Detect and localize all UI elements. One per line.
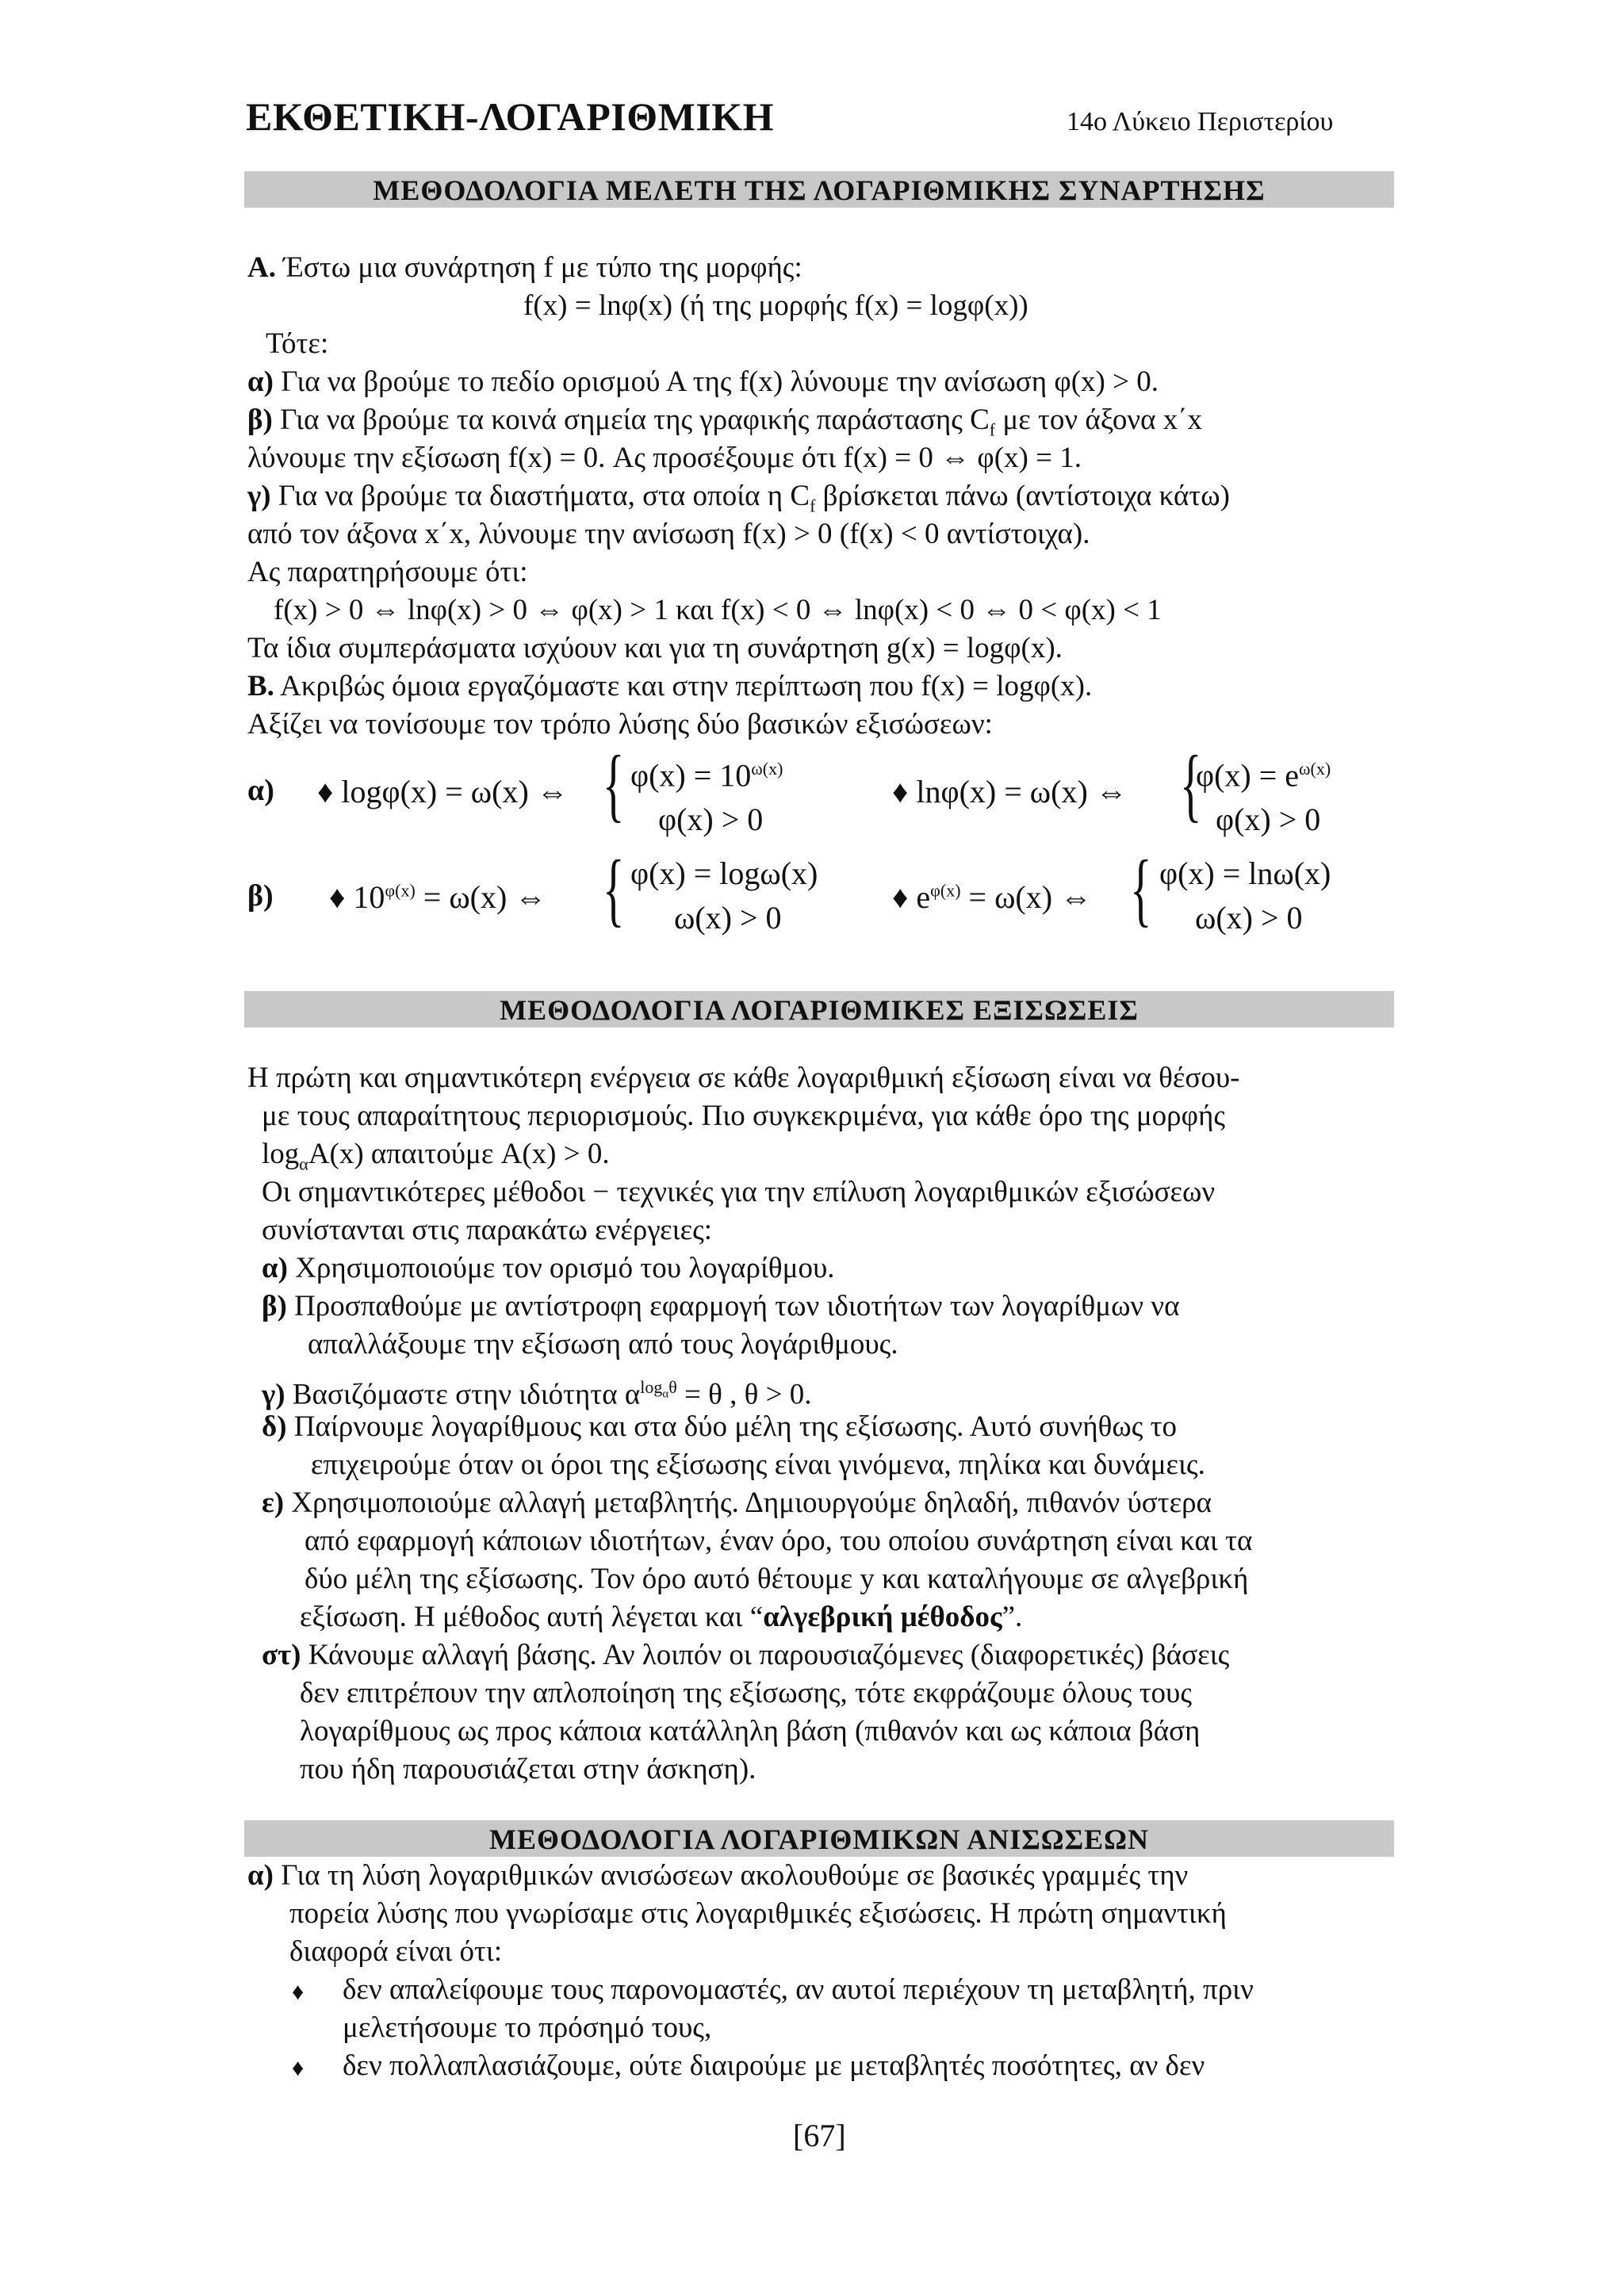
sec1-observe: Ας παρατηρήσουμε ότι: (247, 556, 528, 588)
sec1-a-line1: Α. Έστω μια συνάρτηση f με τύπο της μορφής: (247, 251, 802, 284)
sec2-item-e-line1: ε) Χρησιμοποιούμε αλλαγή μεταβλητής. Δημιουργούμε δηλαδή, πιθανόν ύστερα (262, 1487, 1212, 1519)
sec1-beta-line1: β) Για να βρούμε τα κοινά σημεία της γραφικής παράστασης $C_f$ με τον άξονα x΄x (247, 404, 1203, 440)
sec1-alpha: α) Για να βρούμε το πεδίο ορισμού Α της f(x) λύνουμε την ανίσωση φ(x) > 0. (247, 365, 1159, 398)
sec3-a-line3: διαφορά είναι ότι: (289, 1935, 503, 1968)
eq3-system: φ(x) = logω(x) ω(x) > 0 (630, 855, 818, 936)
eq-alpha-label: α) (247, 774, 274, 807)
sec1-inequalities: f(x) > 0 ⇔ lnφ(x) > 0 ⇔ φ(x) > 1 και f(x) < 0 ⇔ lnφ(x) < 0 ⇔ 0 < φ(x) < 1 (274, 594, 1162, 626)
sec3-bullet2-line1: δεν πολλαπλασιάζουμε, ούτε διαιρούμε με μεταβλητές ποσότητες, αν δεν (343, 2049, 1205, 2082)
sec1-worth: Αξίζει να τονίσουμε τον τρόπο λύσης δύο βασικών εξισώσεων: (247, 708, 993, 740)
sec3-a-line1: α) Για τη λύση λογαριθμικών ανισώσεων ακολουθούμε σε βασικές γραμμές την (247, 1859, 1189, 1892)
sec2-p2-line2: συνίστανται στις παρακάτω ενέργειες: (262, 1214, 713, 1246)
sec2-item-st-line2: δεν επιτρέπουν την απλοποίηση της εξίσωσης, τότε εκφράζουμε όλους τους (300, 1677, 1193, 1709)
eq1-brace: { (603, 739, 625, 830)
sec2-p2-line1: Οι σημαντικότερες μέθοδοι − τεχνικές για την επίλυση λογαριθμικών εξισώσεων (262, 1176, 1216, 1208)
sec2-item-st-line1: στ) Κάνουμε αλλαγή βάσης. Αν λοιπόν οι παρουσιαζόμενες (διαφορετικές) βάσεις (262, 1639, 1230, 1671)
school-name: 14ο Λύκειο Περιστερίου (1067, 107, 1334, 136)
sec1-gamma-line1: γ) Για να βρούμε τα διαστήματα, στα οποία η $C_f$ βρίσκεται πάνω (αντίστοιχα κάτω) (247, 480, 1230, 516)
sec2-p1-line3: $\log_\alpha A(x)$ απαιτούμε A(x) > 0. (262, 1138, 610, 1174)
sec1-gamma-line2: από τον άξονα x΄x, λύνουμε την ανίσωση f(x) > 0 (f(x) < 0 αντίστοιχα). (247, 518, 1090, 550)
eq-beta-label: β) (247, 879, 274, 913)
page-number: [67] (793, 2118, 846, 2153)
eq1-system: $\varphi(x) = 10^{\omega(x)}$ φ(x) > 0 (630, 757, 783, 838)
sec3-bullet1-line2: μελετήσουμε το πρόσημό τους, (343, 2011, 712, 2044)
sec2-p1-line2: με τους απαραίτητους περιορισμούς. Πιο συγκεκριμένα, για κάθε όρο της μορφής (262, 1100, 1226, 1132)
eq2-brace: { (1180, 739, 1202, 830)
sec1-same-conclusions: Τα ίδια συμπεράσματα ισχύουν και για τη συνάρτηση g(x) = logφ(x). (247, 632, 1063, 664)
eq1-left: ♦ logφ(x) = ω(x) ⇔ (317, 774, 569, 809)
sec2-item-e-line4: εξίσωση. Η μέθοδος αυτή λέγεται και “αλγεβρική μέθοδος”. (300, 1601, 1023, 1633)
sec1-a-line2: f(x) = lnφ(x) (ή της μορφής f(x) = logφ(x)) (523, 289, 1028, 322)
eq4-system: φ(x) = lnω(x) ω(x) > 0 (1159, 855, 1331, 936)
sec1-tote: Τότε: (266, 327, 329, 360)
eq2-left: ♦ lnφ(x) = ω(x) ⇔ (892, 774, 1128, 809)
sec2-item-c: γ) Βασιζόμαστε στην ιδιότητα $\alpha^{log_\alpha\theta} = \theta$ , θ > 0. (262, 1377, 812, 1411)
sec3-a-line2: πορεία λύσης που γνωρίσαμε στις λογαριθμικές εξισώσεις. Η πρώτη σημαντική (289, 1897, 1227, 1930)
section-heading-inequalities: ΜΕΘΟΔΟΛΟΓΙΑ ΛΟΓΑΡΙΘΜΙΚΩΝ ΑΝΙΣΩΣΕΩΝ (244, 1820, 1394, 1857)
sec2-item-e-line3: δύο μέλη της εξίσωσης. Τον όρο αυτό θέτουμε y και καταλήγουμε σε αλγεβρική (304, 1563, 1249, 1595)
page-title: ΕΚΘΕΤΙΚΗ-ΛΟΓΑΡΙΘΜΙΚΗ (246, 94, 775, 139)
section-heading-equations: ΜΕΘΟΔΟΛΟΓΙΑ ΛΟΓΑΡΙΘΜΙΚΕΣ ΕΞΙΣΩΣΕΙΣ (244, 991, 1394, 1027)
sec2-item-e-line2: από εφαρμογή κάποιων ιδιοτήτων, έναν όρο, του οποίου συνάρτηση είναι και τα (304, 1525, 1253, 1557)
sec2-item-a: α) Χρησιμοποιούμε τον ορισμό του λογαρίθμου. (262, 1252, 835, 1284)
sec3-bullet1-line1: δεν απαλείφουμε τους παρονομαστές, αν αυτοί περιέχουν τη μεταβλητή, πριν (343, 1973, 1254, 2006)
eq4-brace: { (1130, 844, 1152, 935)
sec2-item-b-line2: απαλλάξουμε την εξίσωση από τους λογάριθμους. (308, 1328, 898, 1360)
sec2-item-d-line2: επιχειρούμε όταν οι όροι της εξίσωσης είναι γινόμενα, πηλίκα και δυνάμεις. (311, 1448, 1205, 1481)
sec1-beta-line2: λύνουμε την εξίσωση f(x) = 0. Ας προσέξουμε ότι f(x) = 0 ⇔ φ(x) = 1. (247, 442, 1082, 474)
section-heading-study: ΜΕΘΟΔΟΛΟΓΙΑ ΜΕΛΕΤΗ ΤΗΣ ΛΟΓΑΡΙΘΜΙΚΗΣ ΣΥΝΑΡΤΗΣΗΣ (244, 171, 1394, 208)
bullet-diamond-icon: ♦ (292, 1979, 304, 2005)
eq4-left: ♦ $e^{\varphi(x)} = \omega(x)$ ⇔ (892, 879, 1093, 915)
eq3-brace: { (603, 844, 625, 935)
sec2-item-st-line4: που ήδη παρουσιάζεται στην άσκηση). (300, 1753, 756, 1785)
eq2-system: $\varphi(x) = e^{\omega(x)}$ φ(x) > 0 (1196, 757, 1331, 838)
sec2-item-d-line1: δ) Παίρνουμε λογαρίθμους και στα δύο μέλη της εξίσωσης. Αυτό συνήθως το (262, 1410, 1177, 1443)
eq3-left: ♦ $10^{\varphi(x)} = \omega(x)$ ⇔ (329, 879, 547, 915)
sec2-item-st-line3: λογαρίθμους ως προς κάποια κατάλληλη βάση (πιθανόν και ως κάποια βάση (300, 1715, 1201, 1747)
sec2-item-b-line1: β) Προσπαθούμε με αντίστροφη εφαρμογή των ιδιοτήτων των λογαρίθμων να (262, 1290, 1180, 1322)
bullet-diamond-icon: ♦ (292, 2055, 304, 2081)
sec2-p1-line1: Η πρώτη και σημαντικότερη ενέργεια σε κάθε λογαριθμική εξίσωση είναι να θέσου- (247, 1062, 1240, 1094)
sec1-b: Β. Ακριβώς όμοια εργαζόμαστε και στην περίπτωση που f(x) = logφ(x). (247, 670, 1093, 702)
